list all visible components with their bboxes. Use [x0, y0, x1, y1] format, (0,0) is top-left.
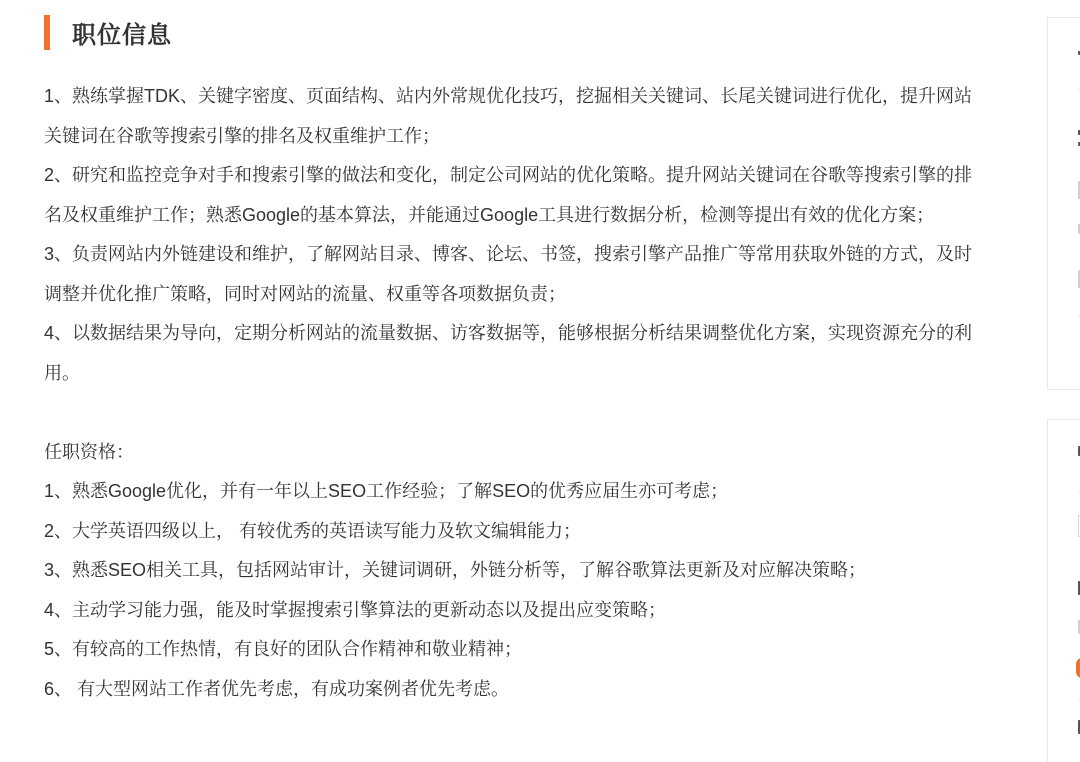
qualification-item: 6、 有大型网站工作者优先考虑，有成功案例者优先考虑。 [44, 678, 510, 699]
qualification-item: 4、主动学习能力强，能及时掌握搜索引擎算法的更新动态以及提出应变策略； [44, 599, 667, 620]
qualification-item: 3、熟悉SEO相关工具，包括网站审计，关键词调研，外链分析等，了解谷歌算法更新及对应解决策略； [44, 560, 867, 580]
paragraph-spacer [44, 393, 984, 433]
job-description [44, 77, 984, 709]
responsibility-item: 4、以数据结果为导向，定期分析网站的流量数据、访客数据等，能够根据分析结果调整优化方案，实现资源充分的利用。 [44, 323, 973, 383]
responsibility-item: 2、研究和监控竞争对手和搜索引擎的做法和变化，制定公司网站的优化策略。提升网站关键词在谷歌等搜索引擎的排名及权重维护工作；熟悉Google的基本算法，并能通过Google工具进行数据分析，检测等提出有效的优化方案； [44, 165, 973, 225]
sidebar-card-top [1047, 17, 1080, 390]
responsibility-item: 1、熟练掌握TDK、关键字密度、页面结构、站内外常规优化技巧，挖掘相关关键词、长尾关键词进行优化，提升网站关键词在谷歌等搜索引擎的排名及权重维护工作； [44, 86, 973, 146]
qualification-item: 2、大学英语四级以上， 有较优秀的英语读写能力及软文编辑能力； [44, 520, 582, 541]
qualification-item: 5、有较高的工作热情，有良好的团队合作精神和敬业精神； [44, 639, 523, 659]
accent-bar [44, 15, 50, 50]
section-header [44, 14, 1004, 50]
job-info-section [44, 0, 1004, 709]
qualifications-heading: 任职资格： [44, 441, 134, 462]
qualification-item: 1、熟悉Google优化，并有一年以上SEO工作经验；了解SEO的优秀应届生亦可考虑； [44, 481, 729, 501]
clipped-orange-button-fragment[interactable] [1076, 658, 1080, 678]
responsibility-item: 3、负责网站内外链建设和维护，了解网站目录、博客、论坛、书签，搜索引擎产品推广等常用获取外链的方式，及时调整并优化推广策略，同时对网站的流量、权重等各项数据负责； [44, 244, 973, 304]
section-title: 职位信息 [72, 21, 172, 49]
sidebar-card-bottom [1047, 419, 1080, 762]
